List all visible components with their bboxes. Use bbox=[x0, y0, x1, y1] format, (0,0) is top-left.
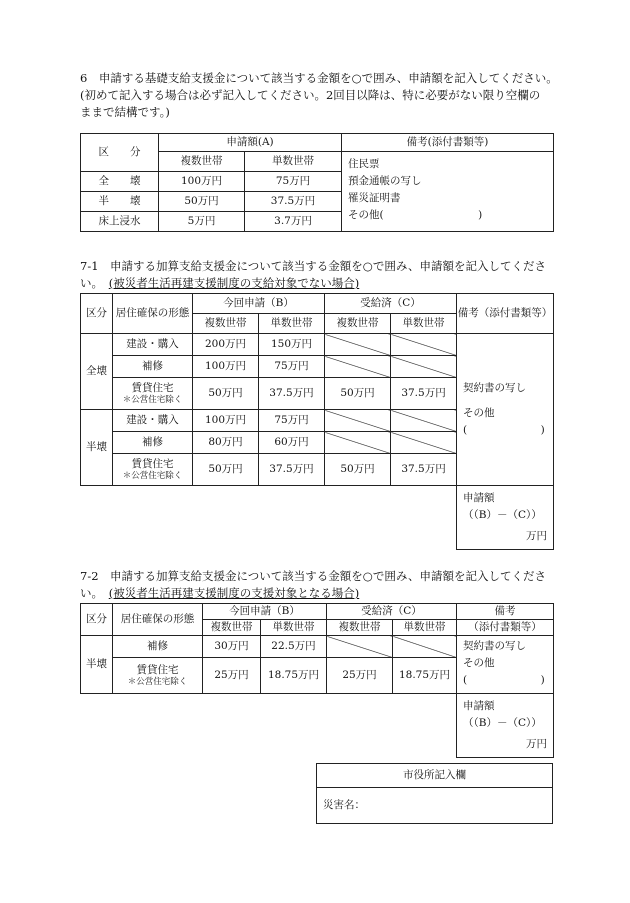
remark-line: 住民票 bbox=[348, 158, 380, 170]
housing-form-label: 賃貸住宅 bbox=[131, 458, 174, 470]
amount-cell[interactable]: 75万円 bbox=[259, 410, 325, 432]
amount-cell[interactable]: 30万円 bbox=[203, 636, 261, 658]
amount-cell[interactable]: 18.75万円 bbox=[393, 658, 457, 694]
remarks-cell bbox=[457, 334, 554, 486]
remark-line: 罹災証明書 bbox=[348, 192, 401, 204]
col-received-c: 受給済（C） bbox=[325, 294, 457, 314]
col-single-household: 単数世帯 bbox=[391, 314, 457, 334]
col-single-household: 単数世帯 bbox=[259, 314, 325, 334]
housing-form-note: ＊公営住宅除く bbox=[127, 677, 188, 688]
section72-line2-prefix: い。 bbox=[80, 586, 98, 600]
remarks-cell bbox=[457, 636, 554, 694]
section6-line1: 6 申請する基礎支給支援金について該当する金額を○で囲み、申請額を記入してください。 bbox=[80, 71, 558, 85]
section71-line1: 7-1 申請する加算支給支援金について該当する金額を○で囲み、申請額を記入してくださ bbox=[80, 259, 547, 273]
city-office-title: 市役所記入欄 bbox=[317, 764, 553, 788]
section6-line3: ままで結構です。) bbox=[80, 105, 170, 119]
city-office-box bbox=[316, 763, 553, 824]
not-applicable-cell bbox=[391, 356, 457, 378]
section71-condition: (被災者生活再建支援制度の支給対象でない場合) bbox=[108, 276, 360, 290]
row-label: 床上浸水 bbox=[81, 212, 159, 232]
apply-amount-box[interactable] bbox=[457, 694, 554, 758]
amount-cell[interactable]: 25万円 bbox=[327, 658, 393, 694]
col-remarks: 備考(添付書類等) bbox=[342, 134, 554, 152]
housing-form-label: 賃貸住宅 bbox=[136, 664, 179, 677]
amount-cell[interactable]: 22.5万円 bbox=[261, 636, 327, 658]
col-remarks: 備考 bbox=[457, 604, 554, 620]
col-multi-household: 複数世帯 bbox=[327, 620, 393, 636]
remark-line: ( ) bbox=[463, 424, 545, 436]
section72-line1: 7-2 申請する加算支給支援金について該当する金額を○で囲み、申請額を記入してくださ bbox=[80, 569, 547, 583]
amount-cell[interactable]: 150万円 bbox=[259, 334, 325, 356]
not-applicable-cell bbox=[391, 410, 457, 432]
row-label: 半 壊 bbox=[81, 192, 159, 212]
amount-cell[interactable]: 3.7万円 bbox=[245, 212, 342, 232]
amount-cell[interactable]: 60万円 bbox=[259, 432, 325, 454]
col-multi-household: 複数世帯 bbox=[159, 152, 245, 172]
col-housing-form: 居住確保の形態 bbox=[113, 604, 203, 636]
section6-line2: (初めて記入する場合は必ず記入してください。2回目以降は、特に必要がない限り空欄の bbox=[80, 88, 541, 102]
amount-cell[interactable]: 50万円 bbox=[193, 378, 259, 410]
col-received-c: 受給済（C） bbox=[327, 604, 457, 620]
housing-form-note: ＊公営住宅除く bbox=[122, 471, 183, 481]
amount-cell[interactable]: 37.5万円 bbox=[391, 378, 457, 410]
amount-cell[interactable]: 75万円 bbox=[259, 356, 325, 378]
basic-support-table bbox=[80, 133, 554, 232]
remark-line: その他 bbox=[463, 407, 495, 419]
remark-line: ( ) bbox=[463, 674, 545, 686]
apply-amount-unit: 万円 bbox=[526, 738, 548, 750]
not-applicable-cell bbox=[327, 636, 393, 658]
group-label-full: 全壊 bbox=[81, 334, 113, 410]
amount-cell[interactable]: 75万円 bbox=[245, 172, 342, 192]
col-remarks-sub: （添付書類等） bbox=[457, 620, 554, 636]
group-label-half: 半壊 bbox=[81, 636, 113, 694]
not-applicable-cell bbox=[391, 334, 457, 356]
housing-form: 建設・購入 bbox=[113, 334, 193, 356]
amount-cell[interactable]: 18.75万円 bbox=[261, 658, 327, 694]
amount-cell[interactable]: 37.5万円 bbox=[259, 454, 325, 486]
remark-line: その他 bbox=[463, 657, 495, 669]
col-kubun: 区分 bbox=[81, 294, 113, 334]
col-amount-a: 申請額(A) bbox=[159, 134, 342, 152]
col-kubun: 区 分 bbox=[81, 134, 159, 172]
housing-form bbox=[113, 658, 203, 694]
col-single-household: 単数世帯 bbox=[393, 620, 457, 636]
amount-cell[interactable]: 100万円 bbox=[193, 410, 259, 432]
apply-amount-formula: （（B）－（C）） bbox=[463, 509, 542, 521]
housing-form: 建設・購入 bbox=[113, 410, 193, 432]
housing-form bbox=[113, 378, 193, 410]
disaster-name-label: 災害名： bbox=[323, 799, 365, 811]
housing-form: 補修 bbox=[113, 432, 193, 454]
amount-cell[interactable]: 200万円 bbox=[193, 334, 259, 356]
amount-cell[interactable]: 37.5万円 bbox=[259, 378, 325, 410]
not-applicable-cell bbox=[325, 410, 391, 432]
apply-amount-label: 申請額 bbox=[463, 700, 495, 712]
col-kubun: 区分 bbox=[81, 604, 113, 636]
not-applicable-cell bbox=[325, 432, 391, 454]
section71-line2 bbox=[80, 275, 359, 292]
group-label-half: 半壊 bbox=[81, 410, 113, 486]
col-multi-household: 複数世帯 bbox=[203, 620, 261, 636]
housing-form: 補修 bbox=[113, 356, 193, 378]
remark-line: その他( ) bbox=[348, 209, 483, 221]
col-housing-form: 居住確保の形態 bbox=[113, 294, 193, 334]
col-current-b: 今回申請（B） bbox=[193, 294, 325, 314]
col-multi-household: 複数世帯 bbox=[193, 314, 259, 334]
section72-line2 bbox=[80, 585, 359, 602]
amount-cell[interactable]: 5万円 bbox=[159, 212, 245, 232]
amount-cell[interactable]: 50万円 bbox=[325, 454, 391, 486]
additional-support-table-1 bbox=[80, 293, 554, 550]
not-applicable-cell bbox=[391, 432, 457, 454]
section71-line2-prefix: い。 bbox=[80, 276, 98, 290]
spacer bbox=[81, 486, 457, 550]
col-current-b: 今回申請（B） bbox=[203, 604, 327, 620]
apply-amount-unit: 万円 bbox=[526, 530, 548, 542]
remark-line: 契約書の写し bbox=[463, 382, 527, 394]
disaster-name-field[interactable] bbox=[317, 788, 553, 824]
amount-cell[interactable]: 37.5万円 bbox=[245, 192, 342, 212]
amount-cell[interactable]: 100万円 bbox=[193, 356, 259, 378]
section72-condition: (被災者生活再建支援制度の支援対象となる場合) bbox=[108, 586, 360, 600]
amount-cell[interactable]: 80万円 bbox=[193, 432, 259, 454]
row-label: 全 壊 bbox=[81, 172, 159, 192]
amount-cell[interactable]: 37.5万円 bbox=[391, 454, 457, 486]
amount-cell[interactable]: 100万円 bbox=[159, 172, 245, 192]
apply-amount-formula: （（B）－（C）） bbox=[463, 717, 542, 729]
housing-form-note: ＊公営住宅除く bbox=[122, 395, 183, 405]
col-multi-household: 複数世帯 bbox=[325, 314, 391, 334]
amount-cell[interactable]: 50万円 bbox=[159, 192, 245, 212]
remark-line: 預金通帳の写し bbox=[348, 175, 422, 187]
spacer bbox=[81, 694, 457, 758]
col-single-household: 単数世帯 bbox=[261, 620, 327, 636]
remarks-cell bbox=[342, 152, 554, 232]
remark-line: 契約書の写し bbox=[463, 640, 527, 652]
not-applicable-cell bbox=[325, 356, 391, 378]
housing-form: 補修 bbox=[113, 636, 203, 658]
housing-form bbox=[113, 454, 193, 486]
col-remarks: 備考（添付書類等） bbox=[457, 294, 554, 334]
housing-form-label: 賃貸住宅 bbox=[131, 382, 174, 394]
additional-support-table-2 bbox=[80, 603, 554, 758]
apply-amount-box[interactable] bbox=[457, 486, 554, 550]
col-single-household: 単数世帯 bbox=[245, 152, 342, 172]
amount-cell[interactable]: 25万円 bbox=[203, 658, 261, 694]
not-applicable-cell bbox=[393, 636, 457, 658]
not-applicable-cell bbox=[325, 334, 391, 356]
amount-cell[interactable]: 50万円 bbox=[193, 454, 259, 486]
amount-cell[interactable]: 50万円 bbox=[325, 378, 391, 410]
apply-amount-label: 申請額 bbox=[463, 492, 495, 504]
